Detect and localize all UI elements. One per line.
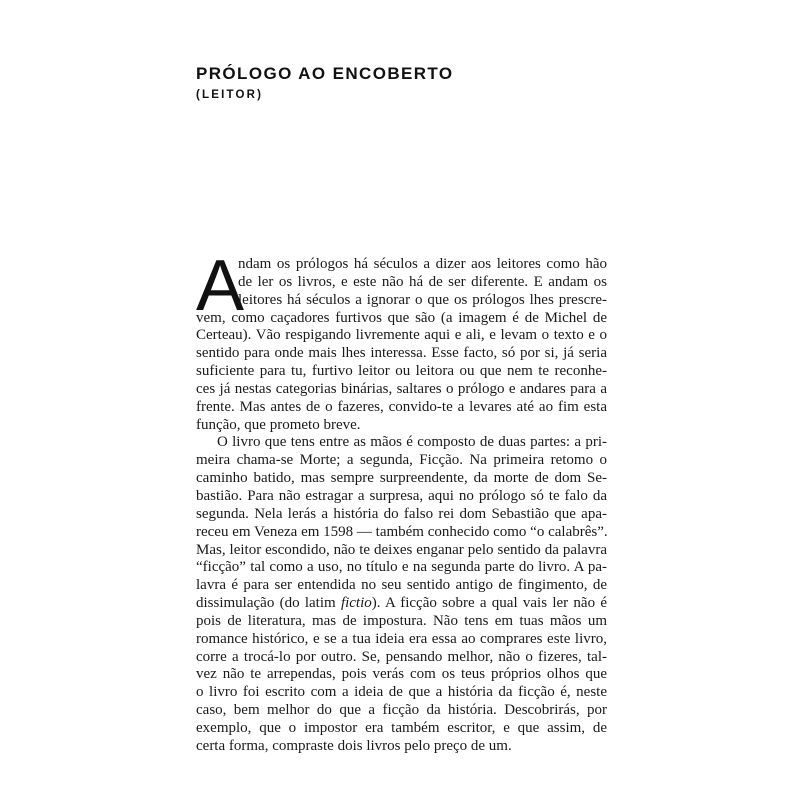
- text-line: suficiente para tu, furtivo leitor ou leitora ou que nem te reconhe-: [196, 363, 607, 380]
- text-line: romance histórico, e se a tua ideia era essa ao comprares este livro,: [196, 630, 607, 647]
- text-segment: ). A ficção sobre a qual vais ler não é: [371, 595, 607, 612]
- text-line: ces já nestas categorias binárias, saltares o prólogo e andares para a: [196, 380, 607, 397]
- text-line: função, que prometo breve.: [196, 416, 361, 433]
- text-line: certa forma, compraste dois livros pelo preço de um.: [196, 737, 512, 754]
- text-line: caso, bem melhor do que a ficção da história. Descobrirás, por: [196, 702, 607, 719]
- text-line: Certeau). Vão respigando livremente aqui e ali, e levam o texto e o: [196, 327, 607, 344]
- text-line: corre a trocá-lo por outro. Se, pensando melhor, não o fizeres, tal-: [196, 648, 607, 665]
- paragraph-2: [196, 434, 607, 755]
- paragraph-1: [196, 256, 607, 434]
- body-text: [196, 256, 607, 756]
- text-line: segunda. Nela lerás a história do falso rei dom Sebastião que apa-: [196, 505, 607, 522]
- text-line: caminho batido, mas sempre surpreendente, da morte de dom Se-: [196, 470, 607, 487]
- chapter-title: PRÓLOGO AO ENCOBERTO: [196, 64, 454, 83]
- text-line: lavra é para ser entendida no seu sentido antigo de fingimento, de: [196, 577, 607, 594]
- text-line: meira chama-se Morte; a segunda, Ficção. Na primeira retomo o: [196, 452, 607, 469]
- text-line: o livro foi escrito com a ideia de que a história da ficção é, neste: [196, 684, 607, 701]
- text-line: exemplo, que o impostor era também escritor, e que assim, de: [196, 719, 607, 736]
- text-line: ndam os prólogos há séculos a dizer aos leitores como hão: [238, 256, 607, 272]
- chapter-subtitle: (LEITOR): [196, 89, 264, 101]
- text-segment: dissimulação (do latim: [196, 595, 341, 612]
- text-line: receu em Veneza em 1598 — também conhecido como “o calabrês”.: [196, 523, 608, 540]
- drop-cap: A: [196, 246, 245, 326]
- text-line: vez não te arrependas, pois verás com os teus próprios olhos que: [196, 666, 607, 683]
- text-line: Mas, leitor escondido, não te deixes enganar pelo sentido da palavra: [196, 541, 607, 558]
- text-line: “ficção” tal como a uso, no título e na segunda parte do livro. A pa-: [196, 559, 607, 576]
- text-line: pois de literatura, mas de impostura. Não tens em tuas mãos um: [196, 612, 607, 629]
- text-line: frente. Mas antes de o fazeres, convido-te a levares até ao fim esta: [196, 398, 607, 415]
- text-line: O livro que tens entre as mãos é composto de duas partes: a pri-: [217, 434, 607, 451]
- text-line: [196, 595, 607, 613]
- text-line: bastião. Para não estragar a surpresa, aqui no prólogo só te falo da: [196, 487, 607, 504]
- text-line: leitores há séculos a ignorar o que os prólogos lhes prescre-: [238, 291, 607, 308]
- text-line: sentido para onde mais lhes interessa. Esse facto, só por si, já seria: [196, 345, 607, 362]
- text-line: vem, como caçadores furtivos que são (a imagem é de Michel de: [196, 309, 607, 326]
- text-line: de ler os livros, e este não há de ser diferente. E andam os: [238, 273, 607, 290]
- latin-term: fictio: [340, 595, 372, 612]
